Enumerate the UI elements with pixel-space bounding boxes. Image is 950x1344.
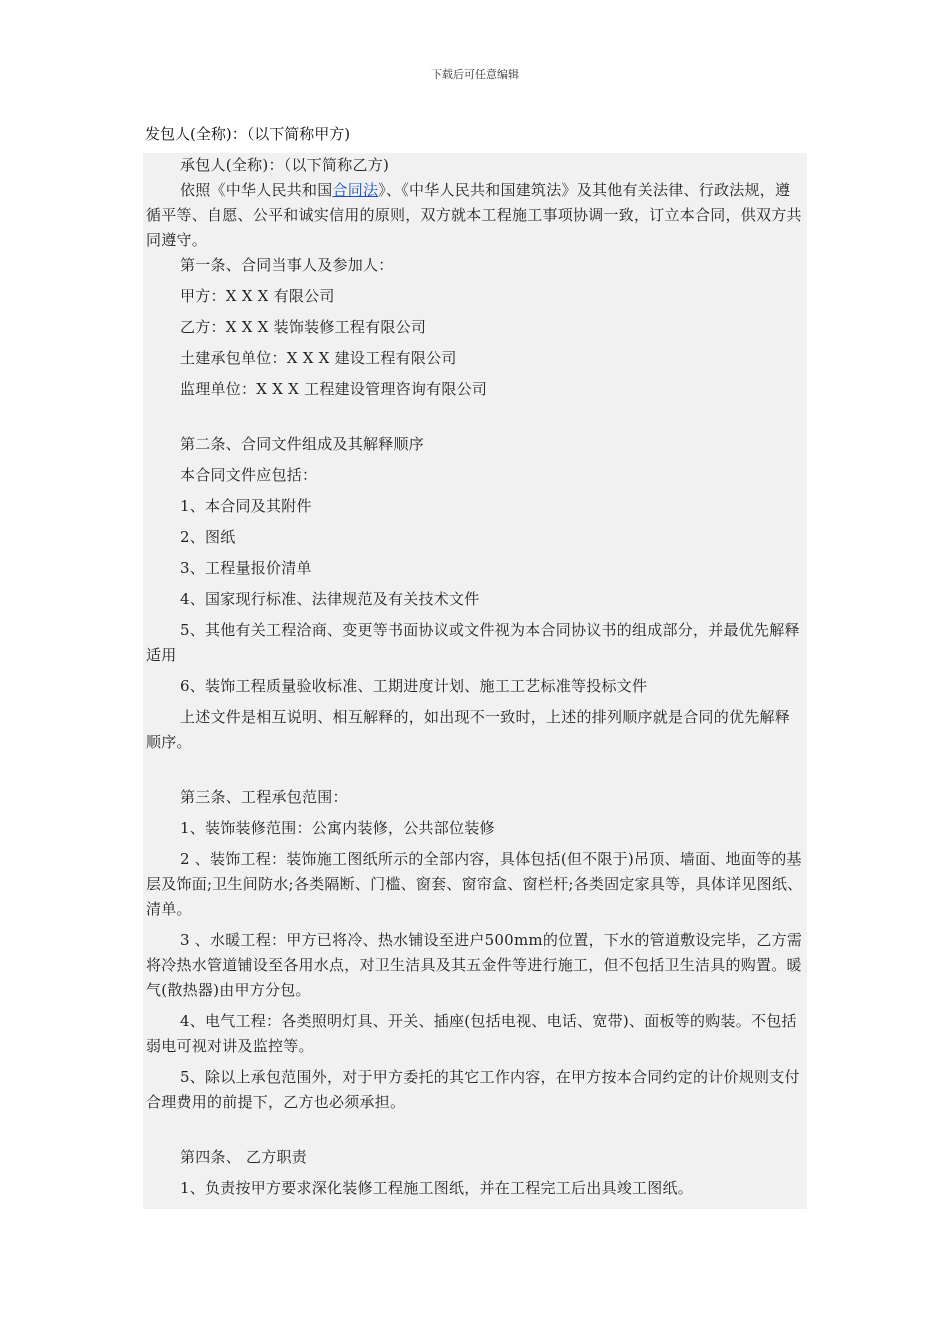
article-3-title: 第三条、工程承包范围： [180,788,348,806]
list-item: 1、本合同及其附件 [180,497,312,515]
article-1-title: 第一条、合同当事人及参加人： [180,256,394,274]
article-2-title: 第二条、合同文件组成及其解释顺序 [180,435,425,453]
article-2-closing: 上述文件是相互说明、相互解释的，如出现不一致时，上述的排列顺序就是合同的优先解释顺序。 [146,708,791,751]
list-item: 2 、装饰工程：装饰施工图纸所示的全部内容，具体包括(但不限于)吊顶、墙面、地面等的基层及饰面;卫生间防水;各类隔断、门槛、窗套、窗帘盒、窗栏杆;各类固定家具等，具体详见图纸、清单。 [146,850,803,918]
intro-suffix: 》、《中华人民共和国建筑法》及其他有关法律、行政法规，遵循平等、自愿、公平和诚实信用的原则，双方就本工程施工事项协调一致，订立本合同，供双方共同遵守。 [146,181,802,249]
list-item: 1、装饰装修范围：公寓内装修，公共部位装修 [180,819,495,837]
article-2-lead: 本合同文件应包括： [180,466,318,484]
list-item: 5、其他有关工程洽商、变更等书面协议或文件视为本合同协议书的组成部分，并最优先解释适用 [146,621,800,664]
civil-contractor: 土建承包单位：X X X 建设工程有限公司 [180,349,457,367]
party-a: 甲方：X X X 有限公司 [180,287,335,305]
employer-line: 发包人(全称)：（以下简称甲方) [145,125,351,143]
list-item: 1、负责按甲方要求深化装修工程施工图纸，并在工程完工后出具竣工图纸。 [180,1179,694,1197]
list-item: 2、图纸 [180,528,236,546]
article-4-title: 第四条、 乙方职责 [180,1148,308,1166]
list-item: 6、装饰工程质量验收标准、工期进度计划、施工工艺标准等投标文件 [180,677,648,695]
contract-law-link[interactable]: 合同法 [332,181,379,199]
intro-paragraph [143,178,807,253]
intro-prefix: 依照《中华人民共和国 [180,181,333,199]
contractor-line: 承包人(全称)：（以下简称乙方) [180,156,390,174]
supervisor: 监理单位：X X X 工程建设管理咨询有限公司 [180,380,488,398]
header-note: 下载后可任意编辑 [431,68,519,81]
document-body [143,153,807,1209]
list-item: 3、工程量报价清单 [180,559,312,577]
list-item: 4、国家现行标准、法律规范及有关技术文件 [180,590,480,608]
list-item: 5、除以上承包范围外，对于甲方委托的其它工作内容，在甲方按本合同约定的计价规则支付合理费用的前提下，乙方也必须承担。 [146,1068,800,1111]
list-item: 3 、水暖工程：甲方已将冷、热水铺设至进户500mm的位置，下水的管道敷设完毕，乙方需将冷热水管道铺设至各用水点，对卫生洁具及其五金件等进行施工，但不包括卫生洁具的购置。暖气(散热器)由甲方分包。 [146,931,803,999]
list-item: 4、电气工程：各类照明灯具、开关、插座(包括电视、电话、宽带)、面板等的购装。不包括弱电可视对讲及监控等。 [146,1012,797,1055]
party-b: 乙方：X X X 装饰装修工程有限公司 [180,318,427,336]
